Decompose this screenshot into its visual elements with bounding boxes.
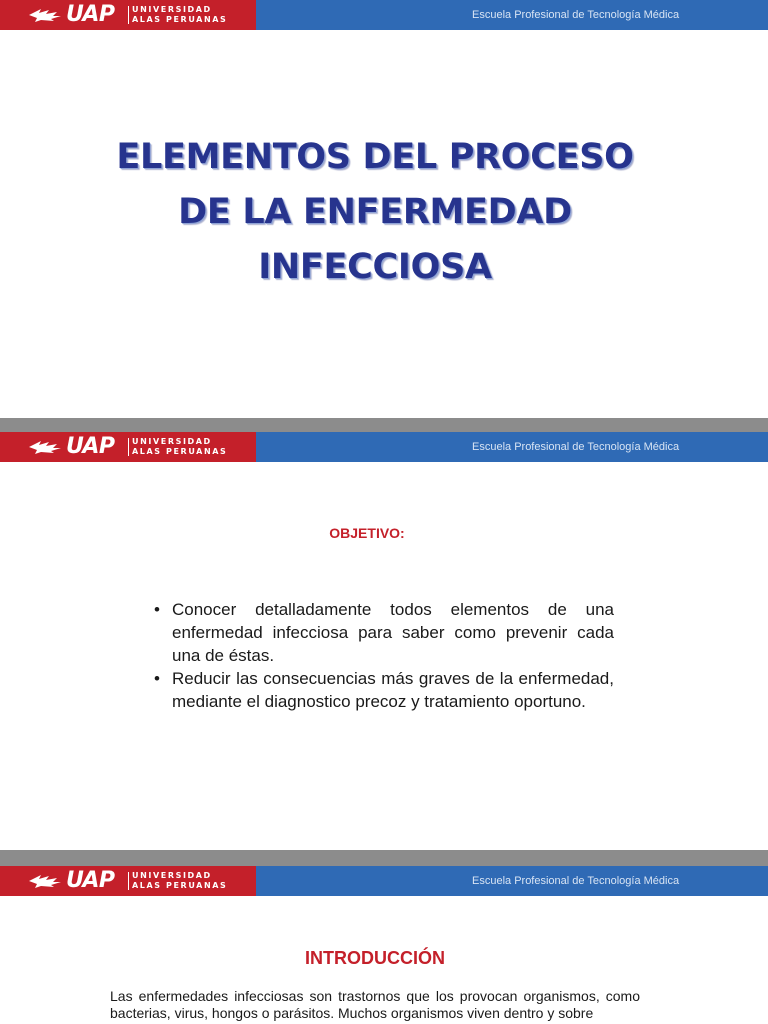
- title-line: INFECCIOSA: [258, 247, 492, 287]
- slide-header: [0, 0, 768, 30]
- wing-logo-icon: [27, 872, 63, 890]
- university-name-line2: ALAS PERUANAS: [132, 447, 228, 456]
- title-line: ELEMENTOS DEL PROCESO: [116, 137, 634, 177]
- logo-divider: [128, 438, 129, 456]
- university-logo: [0, 432, 256, 462]
- brand-text: UAP: [66, 868, 115, 893]
- slide-title-text: [0, 130, 750, 295]
- slide-objective: [0, 432, 768, 850]
- introduction-paragraph: Las enfermedades infecciosas son trastornos que los provocan organismos, como bacterias, virus, hongos o parásitos. Muchos organismos viven dentro y sobre: [110, 988, 640, 1021]
- introduction-heading: INTRODUCCIÓN: [305, 948, 445, 968]
- university-name-line1: UNIVERSIDAD: [132, 437, 212, 446]
- university-name-line1: UNIVERSIDAD: [132, 5, 212, 14]
- university-logo: [0, 0, 256, 30]
- list-item: • Conocer detalladamente todos elementos de una enfermedad infecciosa para saber como prevenir cada una de éstas.: [152, 598, 614, 667]
- logo-divider: [128, 872, 129, 890]
- university-name: [132, 871, 227, 891]
- objective-heading: OBJETIVO:: [329, 525, 405, 541]
- brand-text: UAP: [66, 2, 115, 27]
- slide-header: [0, 432, 768, 462]
- wing-logo-icon: [27, 6, 63, 24]
- slide-introduction: [0, 866, 768, 1024]
- university-name-line2: ALAS PERUANAS: [132, 15, 228, 24]
- university-name: [132, 5, 227, 25]
- list-item: • Reducir las consecuencias más graves de la enfermedad, mediante el diagnostico precoz y tratamiento oportuno.: [152, 667, 614, 713]
- slide-title: [0, 0, 768, 418]
- slide-separator: [0, 418, 768, 432]
- university-name-line1: UNIVERSIDAD: [132, 871, 212, 880]
- university-name-line2: ALAS PERUANAS: [132, 881, 228, 890]
- university-logo: [0, 866, 256, 896]
- school-name: Escuela Profesional de Tecnología Médica: [472, 441, 680, 453]
- logo-divider: [128, 6, 129, 24]
- school-name: Escuela Profesional de Tecnología Médica: [472, 9, 680, 21]
- slide-header: [0, 866, 768, 896]
- brand-text: UAP: [66, 434, 115, 459]
- slide-separator: [0, 850, 768, 866]
- university-name: [132, 437, 227, 457]
- title-line: DE LA ENFERMEDAD: [178, 192, 572, 232]
- school-name: Escuela Profesional de Tecnología Médica: [472, 875, 680, 887]
- wing-logo-icon: [27, 438, 63, 456]
- objective-list: [152, 598, 614, 713]
